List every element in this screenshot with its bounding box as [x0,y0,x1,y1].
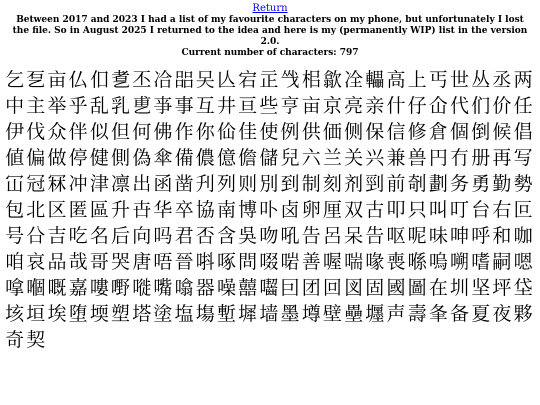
character-item: 前 [386,173,406,195]
character-item: 啜 [259,251,279,273]
character-item: 冚 [5,173,25,195]
character-item: 吉 [47,225,67,247]
character-item: 啄 [216,251,236,273]
character-item: 兰 [322,147,342,169]
character-item: 井 [216,95,236,117]
character-item: 別 [259,173,279,195]
character-item: 到 [280,173,300,195]
character-item: 堧 [89,303,109,325]
character-item: 晉 [174,251,194,273]
character-item: 佡 [216,121,236,143]
character-item: 劃 [428,173,448,195]
character-item: 亮 [344,95,364,117]
character-item: 告 [365,225,385,247]
character-item: 世 [450,69,470,91]
intro-text: Between 2017 and 2023 I had a list of my favourite characters on my phone, but unfortunately I lost the file. So in August 2025 I returned to the idea and here is my (permanently WIP) list in the version 2.0. [12,15,528,47]
character-item: 囓 [259,277,279,299]
character-item: 喪 [386,251,406,273]
character-item: 务 [450,173,470,195]
character-item: 勢 [513,173,533,195]
character-item: 呢 [407,225,427,247]
character-item: 们 [471,95,491,117]
character-item: 健 [89,147,109,169]
character-item: 丞 [492,69,512,91]
character-item: 名 [89,225,109,247]
character-item: 叩 [386,199,406,221]
character-item: 丛 [471,69,491,91]
character-item: 啱 [280,251,300,273]
character-item: 坚 [471,277,491,299]
character-item: 吻 [259,225,279,247]
character-item: 剄 [365,173,385,195]
character-item: 六 [301,147,321,169]
character-item: 契 [26,329,46,351]
character-item: 個 [450,121,470,143]
character-item: 呂 [322,225,342,247]
character-item: 噪 [216,277,236,299]
character-item: 乭 [26,69,46,91]
character-item: 供 [301,121,321,143]
return-link[interactable]: Return [252,3,288,14]
character-item: 儋 [238,147,258,169]
character-item: 似 [89,121,109,143]
character-item: 嗍 [450,251,470,273]
character-item: 叮 [450,199,470,221]
character-count: Current number of characters: 797 [181,48,359,58]
character-item: 升 [111,199,131,221]
character-item: 墨 [280,303,300,325]
character-item: 备 [450,303,470,325]
character-item: 夥 [513,303,533,325]
character-item: 哥 [89,251,109,273]
character-item: 吳 [238,225,258,247]
character-item: 壽 [407,303,427,325]
character-item: 亊 [153,95,173,117]
character-item: 剂 [344,173,364,195]
character-item: 塲 [195,303,215,325]
character-item: 亘 [238,95,258,117]
character-item: 問 [238,251,258,273]
character-item: 卒 [174,199,194,221]
character-item: 吗 [153,225,173,247]
character-item: 圳 [450,277,470,299]
character-item: 在 [428,277,448,299]
character-item: 壁 [322,303,342,325]
character-item: 写 [513,147,533,169]
character-item: 冾 [153,69,173,91]
character-item: 兴 [365,147,385,169]
character-item: 呕 [386,225,406,247]
character-item: 唐 [132,251,152,273]
character-item: 側 [111,147,131,169]
character-item: 冲 [68,173,88,195]
character-item: 墙 [259,303,279,325]
character-item: 囙 [280,277,300,299]
character-item: 保 [365,121,385,143]
character-item: 回 [322,277,342,299]
character-item: 塹 [216,303,236,325]
character-item: 倒 [471,121,491,143]
character-item: 价 [492,95,512,117]
character-item: 众 [47,121,67,143]
character-item: 代 [450,95,470,117]
character-item: 嘅 [47,277,67,299]
character-item: 亩 [47,69,67,91]
character-item: 使 [259,121,279,143]
character-item: 刻 [322,173,342,195]
character-item: 两 [513,69,533,91]
character-item: 哀 [26,251,46,273]
character-item: 儲 [259,147,279,169]
character-item: 兼 [386,147,406,169]
character-item: 亲 [365,95,385,117]
character-item: 剞 [407,173,427,195]
character-item: 任 [513,95,533,117]
character-item: 喔 [322,251,342,273]
character-item: 君 [174,225,194,247]
character-item: 囍 [238,277,258,299]
character-item: 册 [471,147,491,169]
character-item: 㐰 [89,69,109,91]
character-item: 哭 [111,251,131,273]
character-item: 叵 [513,199,533,221]
character-item: 候 [492,121,512,143]
character-item: 台 [471,199,491,221]
character-item: 团 [301,277,321,299]
character-item: 华 [153,199,173,221]
character-item: 上 [407,69,427,91]
character-item: 傘 [153,147,173,169]
character-item: 仚 [428,95,448,117]
character-item: 厘 [322,199,342,221]
character-item: 㓌 [344,69,364,91]
character-item: 伴 [68,121,88,143]
character-item: 冇 [450,147,470,169]
character-item: 乎 [68,95,88,117]
character-item: 㭒 [301,69,321,91]
character-item: 出 [132,173,152,195]
character-item: 伊 [5,121,25,143]
character-item: 和 [492,225,512,247]
character-item: 偽 [132,147,152,169]
character-item: 嘥 [132,277,152,299]
character-item: 哉 [68,251,88,273]
character-item: 制 [301,173,321,195]
character-item: 勤 [492,173,512,195]
character-item: 坪 [492,277,512,299]
character-item: 叫 [428,199,448,221]
character-item: 嗰 [26,277,46,299]
character-item: 古 [365,199,385,221]
character-item: 億 [216,147,236,169]
character-item: 嘍 [89,277,109,299]
character-item: 则 [238,173,258,195]
character-item: 冠 [26,173,46,195]
character-item: 你 [195,121,215,143]
character-item: 侧 [344,121,364,143]
character-item: 勇 [471,173,491,195]
character-item: 再 [492,147,512,169]
character-item: 但 [111,121,131,143]
character-item: 作 [174,121,194,143]
character-item: 双 [344,199,364,221]
character-item: 凿 [174,173,194,195]
character-item: 丐 [428,69,448,91]
character-item: 倡 [513,121,533,143]
character-item: 事 [174,95,194,117]
character-item: 嗣 [492,251,512,273]
character-item: 兒 [280,147,300,169]
character-item: 偏 [26,147,46,169]
character-item: 冧 [47,173,67,195]
character-item: 列 [216,173,236,195]
character-item: 亨 [280,95,300,117]
character-item: 关 [344,147,364,169]
character-item: 含 [216,225,236,247]
character-item: 味 [428,225,448,247]
character-item: 堕 [68,303,88,325]
character-item: 包 [5,199,25,221]
character-item: 乞 [5,69,25,91]
character-item: 咖 [513,225,533,247]
character-item: 垈 [513,277,533,299]
character-item: 埃 [47,303,67,325]
character-item: 凛 [111,173,131,195]
character-item: 価 [322,121,342,143]
character-item: 嗯 [513,251,533,273]
character-item: 㗊 [174,69,194,91]
character-item: 嘴 [153,277,173,299]
character-item: 乶 [132,95,152,117]
character-item: 塔 [132,303,152,325]
character-item: 墀 [238,303,258,325]
character-item: 墫 [301,303,321,325]
character-item: 乳 [111,95,131,117]
character-item: 南 [216,199,236,221]
character-item: 喙 [365,251,385,273]
character-item: 仏 [68,69,88,91]
character-item: 些 [259,95,279,117]
character-item: 轠 [365,69,385,91]
character-item: 夏 [471,303,491,325]
character-item: 夆 [428,303,448,325]
character-item: 声 [386,303,406,325]
character-item: 举 [47,95,67,117]
character-item: 歙 [322,69,342,91]
character-item: 備 [174,147,194,169]
character-item: 奇 [5,329,25,351]
character-item: 塑 [111,303,131,325]
character-item: 北 [26,199,46,221]
character-item: 亾 [216,69,236,91]
character-item: 㕣 [26,225,46,247]
character-item: 垣 [26,303,46,325]
character-item: 㱏 [259,69,279,91]
character-item: 圖 [407,277,427,299]
character-item: 図 [344,277,364,299]
character-item: 向 [132,225,152,247]
character-item: 右 [492,199,512,221]
character-item: 伐 [26,121,46,143]
character-item: 呼 [471,225,491,247]
character-item: 卵 [301,199,321,221]
character-item: 嘢 [111,277,131,299]
character-item: 互 [195,95,215,117]
character-item: 丕 [132,69,152,91]
character-item: 善 [301,251,321,273]
character-item: 何 [132,121,152,143]
character-item: 博 [238,199,258,221]
character-item: 高 [386,69,406,91]
character-item: 只 [407,199,427,221]
character-item: 什 [386,95,406,117]
character-item: 値 [5,147,25,169]
character-item: 仔 [407,95,427,117]
character-item: 津 [89,173,109,195]
character-item: 品 [47,251,67,273]
character-item: 例 [280,121,300,143]
character-item: 信 [386,121,406,143]
character-item: 匿 [68,199,88,221]
character-item: 塩 [174,303,194,325]
character-item: 夜 [492,303,512,325]
character-item: 宕 [238,69,258,91]
character-item: 倉 [428,121,448,143]
character-item: 主 [26,95,46,117]
character-item: 垓 [5,303,25,325]
character-item: 后 [111,225,131,247]
character-item: 卤 [280,199,300,221]
character-item: 㦰 [280,69,300,91]
character-item: 儂 [195,147,215,169]
character-item: 否 [195,225,215,247]
character-item: 佛 [153,121,173,143]
character-item: 國 [386,277,406,299]
character-item: 吃 [68,225,88,247]
character-item: 停 [68,147,88,169]
character-item: 塗 [153,303,173,325]
character-item: 㕦 [195,69,215,91]
character-item: 乱 [89,95,109,117]
character-item: 卟 [259,199,279,221]
character-item: 噏 [174,277,194,299]
character-item: 喺 [407,251,427,273]
character-item: 中 [5,95,25,117]
character-item: 器 [195,277,215,299]
character-item: 刋 [195,173,215,195]
character-item: 唞 [195,251,215,273]
character-item: 卋 [132,199,152,221]
character-item: 区 [47,199,67,221]
character-item: 唔 [153,251,173,273]
character-item: 兽 [407,147,427,169]
character-item: 号 [5,225,25,247]
character-item: 做 [47,147,67,169]
character-item: 區 [89,199,109,221]
character-item: 固 [365,277,385,299]
character-item: 嗜 [471,251,491,273]
character-item: 乽 [111,69,131,91]
character-item: 喘 [344,251,364,273]
character-item: 嘉 [68,277,88,299]
character-item: 嗱 [5,277,25,299]
character-item: 告 [301,225,321,247]
character-item: 嗚 [428,251,448,273]
character-item: 亩 [301,95,321,117]
character-item: 咱 [5,251,25,273]
character-item: 協 [195,199,215,221]
character-item: 呆 [344,225,364,247]
character-item: 円 [428,147,448,169]
character-item: 函 [153,173,173,195]
character-item: 壘 [344,303,364,325]
character-item: 佳 [238,121,258,143]
character-item: 京 [322,95,342,117]
character-item: 壥 [365,303,385,325]
character-list [4,67,538,353]
character-item: 吼 [280,225,300,247]
character-item: 呻 [450,225,470,247]
character-item: 修 [407,121,427,143]
